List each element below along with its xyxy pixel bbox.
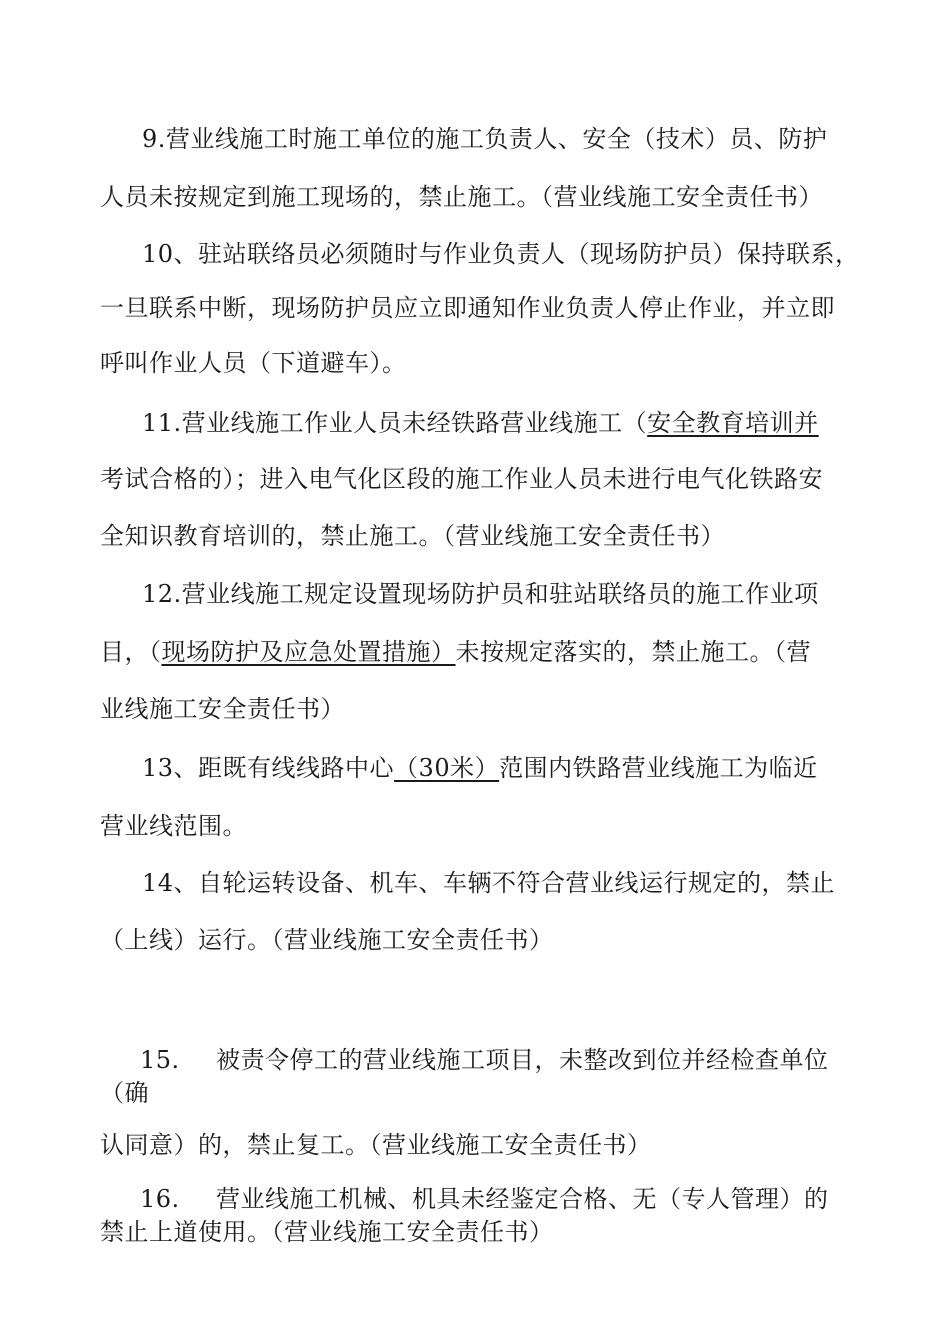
item-13-line-1: 13、距既有线线路中心（30米）范围内铁路营业线施工为临近 — [142, 754, 818, 782]
item-10-line-1: 10、驻站联络员必须随时与作业负责人（现场防护员）保持联系， — [142, 240, 860, 268]
item-16-number: 16. — [140, 1185, 180, 1213]
item-11-line-3: 全知识教育培训的，禁止施工。（营业线施工安全责任书） — [100, 522, 725, 550]
item-15-number: 15. — [140, 1046, 180, 1074]
underlined-phrase: 安全教育培训并 — [647, 409, 819, 437]
item-9-number: 9. — [142, 125, 166, 153]
underlined-phrase: （30米） — [394, 754, 500, 782]
item-13-line-2: 营业线范围。 — [100, 812, 247, 840]
item-10-line-2: 一旦联系中断，现场防护员应立即通知作业负责人停止作业，并立即 — [100, 294, 835, 322]
item-12-line-2: 目，（现场防护及应急处置措施）未按规定落实的，禁止施工。（营 — [100, 638, 811, 666]
item-16-line-2: 禁止上道使用。（营业线施工安全责任书） — [100, 1218, 554, 1246]
item-14-line-1: 14、自轮运转设备、机车、车辆不符合营业线运行规定的，禁止 — [142, 869, 836, 897]
item-12-line-1: 12.营业线施工规定设置现场防护员和驻站联络员的施工作业项 — [142, 580, 819, 608]
item-10-number: 10、 — [142, 240, 199, 268]
item-15-line-2: （确 — [100, 1079, 149, 1107]
item-15-line-1: 15. 被责令停工的营业线施工项目，未整改到位并经检查单位 — [140, 1046, 829, 1074]
item-11-number: 11. — [142, 409, 182, 437]
item-12-line-3: 业线施工安全责任书） — [100, 695, 345, 723]
item-14-number: 14、 — [142, 869, 199, 897]
item-16-line-1: 16. 营业线施工机械、机具未经鉴定合格、无（专人管理）的 — [140, 1185, 829, 1213]
item-13-number: 13、 — [142, 754, 199, 782]
item-15-line-3: 认同意）的，禁止复工。（营业线施工安全责任书） — [100, 1131, 652, 1159]
underlined-phrase: 现场防护及应急处置措施） — [161, 638, 456, 666]
item-10-line-3: 呼叫作业人员（下道避车）。 — [100, 349, 407, 377]
item-9-line-1: 9.营业线施工时施工单位的施工负责人、安全（技术）员、防护 — [142, 125, 828, 153]
item-9-line-2: 人员未按规定到施工现场的，禁止施工。（营业线施工安全责任书） — [100, 183, 823, 211]
item-11-line-2: 考试合格的）；进入电气化区段的施工作业人员未进行电气化铁路安 — [100, 465, 823, 493]
item-14-line-2: （上线）运行。（营业线施工安全责任书） — [100, 926, 554, 954]
item-11-line-1: 11.营业线施工作业人员未经铁路营业线施工（安全教育培训并 — [142, 409, 819, 437]
item-12-number: 12. — [142, 580, 182, 608]
